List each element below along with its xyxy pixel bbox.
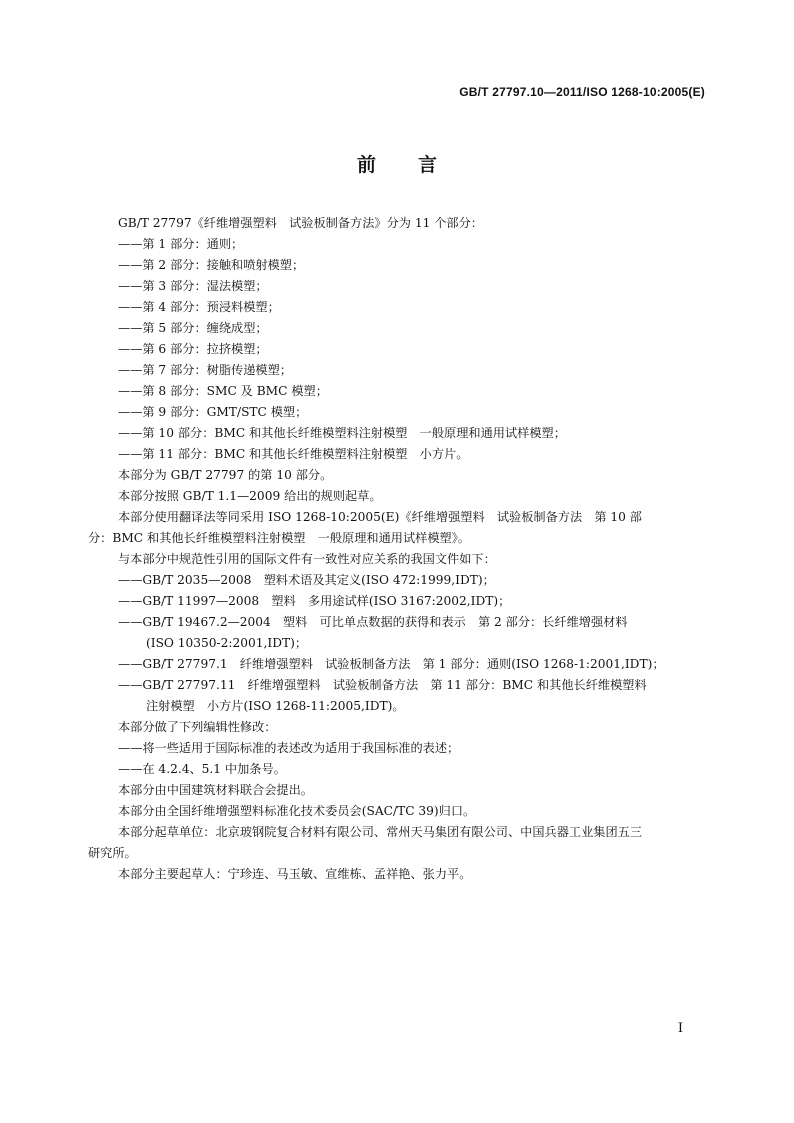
paragraph-references-intro: 与本部分中规范性引用的国际文件有一致性对应关系的我国文件如下： bbox=[118, 552, 496, 566]
paragraph-edits-intro: 本部分做了下列编辑性修改： bbox=[118, 720, 277, 734]
edit-item-2: ——在 4.2.4、5.1 中加条号。 bbox=[118, 762, 286, 776]
paragraph-drafting-units-line-2: 研究所。 bbox=[88, 846, 137, 860]
list-item-part-8: ——第 8 部分：SMC 及 BMC 模塑； bbox=[118, 384, 328, 398]
list-item-part-10: ——第 10 部分：BMC 和其他长纤维模塑料注射模塑 一般原理和通用试样模塑； bbox=[118, 426, 566, 440]
title-char-2: 言 bbox=[418, 154, 438, 176]
reference-item-gbt-27797-11-line-2: 注射模塑 小方片(ISO 1268-11:2005,IDT)。 bbox=[146, 699, 405, 713]
page-number: I bbox=[677, 1021, 683, 1036]
paragraph-part-number: 本部分为 GB/T 27797 的第 10 部分。 bbox=[118, 468, 333, 482]
paragraph-drafting-rules: 本部分按照 GB/T 1.1—2009 给出的规则起草。 bbox=[118, 489, 382, 503]
paragraph-intro: GB/T 27797《纤维增强塑料 试验板制备方法》分为 11 个部分： bbox=[118, 216, 483, 230]
list-item-part-11: ——第 11 部分：BMC 和其他长纤维模塑料注射模塑 小方片。 bbox=[118, 447, 469, 461]
list-item-part-1: ——第 1 部分：通则； bbox=[118, 237, 244, 251]
paragraph-adoption-line-2: 分：BMC 和其他长纤维模塑料注射模塑 一般原理和通用试样模塑》。 bbox=[88, 531, 470, 545]
page-title bbox=[0, 150, 794, 177]
reference-item-gbt-19467-line-1: ——GB/T 19467.2—2004 塑料 可比单点数据的获得和表示 第 2 部分：长纤维增强材料 bbox=[118, 615, 628, 629]
paragraph-proposer: 本部分由中国建筑材料联合会提出。 bbox=[118, 783, 313, 797]
reference-item-gbt-27797-1: ——GB/T 27797.1 纤维增强塑料 试验板制备方法 第 1 部分：通则(ISO 1268-1:2001,IDT)； bbox=[118, 657, 665, 671]
list-item-part-2: ——第 2 部分：接触和喷射模塑； bbox=[118, 258, 305, 272]
paragraph-drafters: 本部分主要起草人：宁珍连、马玉敏、宣维栋、孟祥艳、张力平。 bbox=[118, 867, 472, 881]
reference-item-gbt-2035: ——GB/T 2035—2008 塑料术语及其定义(ISO 472:1999,IDT)； bbox=[118, 573, 495, 587]
reference-item-gbt-27797-11-line-1: ——GB/T 27797.11 纤维增强塑料 试验板制备方法 第 11 部分：BMC 和其他长纤维模塑料 bbox=[118, 678, 647, 692]
list-item-part-3: ——第 3 部分：湿法模塑； bbox=[118, 279, 268, 293]
reference-item-gbt-19467-line-2: (ISO 10350-2:2001,IDT)； bbox=[146, 636, 308, 650]
standard-code-header: GB/T 27797.10—2011/ISO 1268-10:2005(E) bbox=[459, 85, 705, 99]
foreword-body bbox=[88, 213, 706, 885]
list-item-part-6: ——第 6 部分：拉挤模塑； bbox=[118, 342, 268, 356]
list-item-part-5: ——第 5 部分：缠绕成型； bbox=[118, 321, 268, 335]
list-item-part-9: ——第 9 部分：GMT/STC 模塑； bbox=[118, 405, 308, 419]
list-item-part-7: ——第 7 部分：树脂传递模塑； bbox=[118, 363, 292, 377]
paragraph-drafting-units-line-1: 本部分起草单位：北京玻钢院复合材料有限公司、常州天马集团有限公司、中国兵器工业集团五三 bbox=[118, 825, 643, 839]
paragraph-adoption-line-1: 本部分使用翻译法等同采用 ISO 1268-10:2005(E)《纤维增强塑料 试验板制备方法 第 10 部 bbox=[118, 510, 642, 524]
list-item-part-4: ——第 4 部分：预浸料模塑； bbox=[118, 300, 280, 314]
paragraph-committee: 本部分由全国纤维增强塑料标准化技术委员会(SAC/TC 39)归口。 bbox=[118, 804, 476, 818]
reference-item-gbt-11997: ——GB/T 11997—2008 塑料 多用途试样(ISO 3167:2002,IDT)； bbox=[118, 594, 511, 608]
title-char-1: 前 bbox=[356, 154, 376, 176]
edit-item-1: ——将一些适用于国际标准的表述改为适用于我国标准的表述； bbox=[118, 741, 460, 755]
